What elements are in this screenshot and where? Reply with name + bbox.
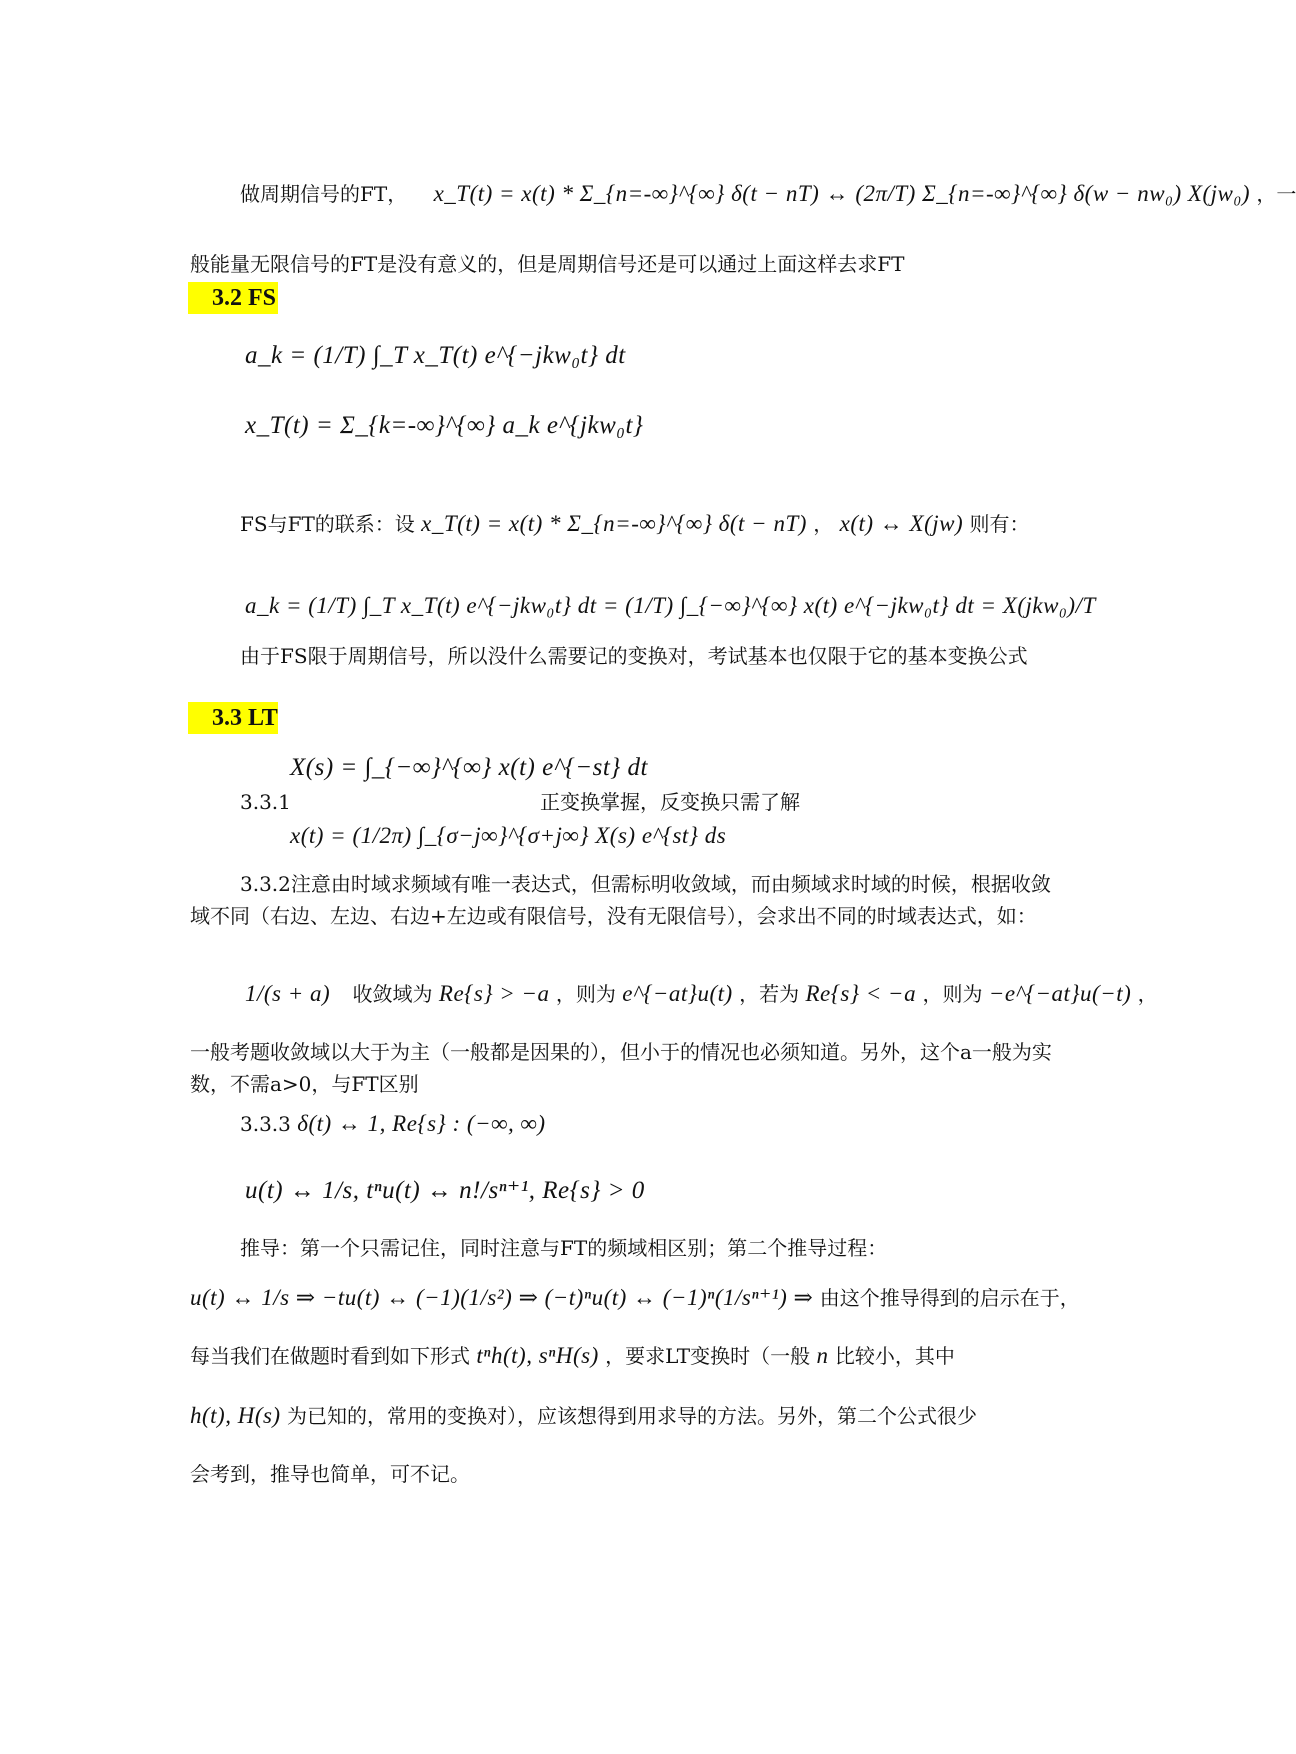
p1-c: 比较小，其中 [834,1344,955,1368]
example-fraction: 1/(s + a) [245,981,331,1006]
fs-note: 由于FS限于周期信号，所以没什么需要记的变换对，考试基本也仅限于它的基本变换公式 [240,644,1028,668]
p2-math: h(t), H(s) [190,1403,281,1428]
relation-lead: FS与FT的联系：设 [240,512,415,536]
example-c2: ，则为 [555,982,616,1006]
p1-a: 每当我们在做题时看到如下形式 [190,1344,470,1368]
intro-line-1 [240,178,1296,210]
lt-3-3-3-label: 3.3.3 [240,1112,291,1136]
lt-3-3-2-text-2: 一般考题收敛域以大于为主（一般都是因果的），但小于的情况也必须知道。另外，这个a一般为实数，不需a>0，与FT区别 [190,1040,1052,1096]
example-c3: ，若为 [739,982,800,1006]
p1-math: tⁿh(t), sⁿH(s) [476,1343,599,1368]
lt-3-3-2-text: 3.3.2注意由时域求频域有唯一表达式，但需标明收敛域，而由频域求时域的时候，根据收敛域不同（右边、左边、右边+左边或有限信号，没有无限信号），会求出不同的时域表达式，如： [190,872,1051,928]
fs-ft-relation [240,508,1030,540]
lt-paragraph-line-3: 会考到，推导也简单，可不记。 [190,1462,470,1486]
lt-3-3-3-line-1 [240,1108,546,1140]
lt-forward-equation: X(s) = ∫_{−∞}^{∞} x(t) e^{−st} dt [290,754,648,781]
example-c1: 收敛域为 [352,982,433,1006]
fs-ft-equation: a_k = (1/T) ∫_T x_T(t) e^{−jkw₀t} dt = (1/T) ∫_{−∞}^{∞} x(t) e^{−jkw₀t} dt = X(jkw₀)/T [245,593,1096,618]
lt-derivation-line [190,1282,1080,1314]
intro-lead: 做周期信号的FT， [240,182,408,206]
section-heading-fs: 3.2 FS [188,282,278,314]
p1-n: n [816,1343,829,1368]
lt-step-pair: u(t) ↔ 1/s, tⁿu(t) ↔ n!/sⁿ⁺¹, Re{s} > 0 [245,1177,645,1204]
intro-tail: ，一 [1256,182,1296,206]
lt-paragraph-line-1 [190,1340,955,1372]
p2-a: 为已知的，常用的变换对），应该想得到用求导的方法。另外，第二个公式很少 [286,1404,977,1428]
p1-b: ，要求LT变换时（一般 [605,1344,811,1368]
relation-tail: 则有： [969,512,1030,536]
intro-line-2: 般能量无限信号的FT是没有意义的，但是周期信号还是可以通过上面这样去求FT [190,252,905,276]
lt-delta-pair: δ(t) ↔ 1, Re{s} : (−∞, ∞) [297,1111,546,1136]
example-c5: ， [1137,982,1158,1006]
example-time-2: −e^{−at}u(−t) [988,981,1132,1006]
lt-derivation-math: u(t) ↔ 1/s ⇒ −tu(t) ↔ (−1)(1/s²) ⇒ (−t)ⁿu(t) ↔ (−1)ⁿ(1/sⁿ⁺¹) ⇒ [190,1285,814,1310]
lt-3-3-1-note: 正变换掌握，反变换只需了解 [540,790,800,814]
example-roc-1: Re{s} > −a [438,981,550,1006]
example-time-1: e^{−at}u(t) [622,981,733,1006]
lt-derivation-lead: 推导：第一个只需记住，同时注意与FT的频域相区别；第二个推导过程： [240,1236,888,1260]
relation-math-1: x_T(t) = x(t) * Σ_{n=-∞}^{∞} δ(t − nT) [421,511,807,536]
section-heading-lt: 3.3 LT [188,702,278,734]
lt-3-3-2-example [245,978,1158,1010]
lt-inverse-equation: x(t) = (1/2π) ∫_{σ−j∞}^{σ+j∞} X(s) e^{st} ds [290,823,727,848]
lt-derivation-tail: 由这个推导得到的启示在于， [819,1286,1080,1310]
fs-coefficient-equation: a_k = (1/T) ∫_T x_T(t) e^{−jkw₀t} dt [245,342,626,369]
example-roc-2: Re{s} < −a [805,981,917,1006]
example-c4: ，则为 [922,982,983,1006]
relation-sep: ， [813,512,834,536]
lt-paragraph-line-2 [190,1400,977,1432]
lt-3-3-1-label: 3.3.1 [240,790,291,814]
intro-formula: x_T(t) = x(t) * Σ_{n=-∞}^{∞} δ(t − nT) ↔ (2π/T) Σ_{n=-∞}^{∞} δ(w − nw₀) X(jw₀) [433,181,1251,206]
relation-math-2: x(t) ↔ X(jw) [839,511,964,536]
fs-synthesis-equation: x_T(t) = Σ_{k=-∞}^{∞} a_k e^{jkw₀t} [245,412,644,439]
